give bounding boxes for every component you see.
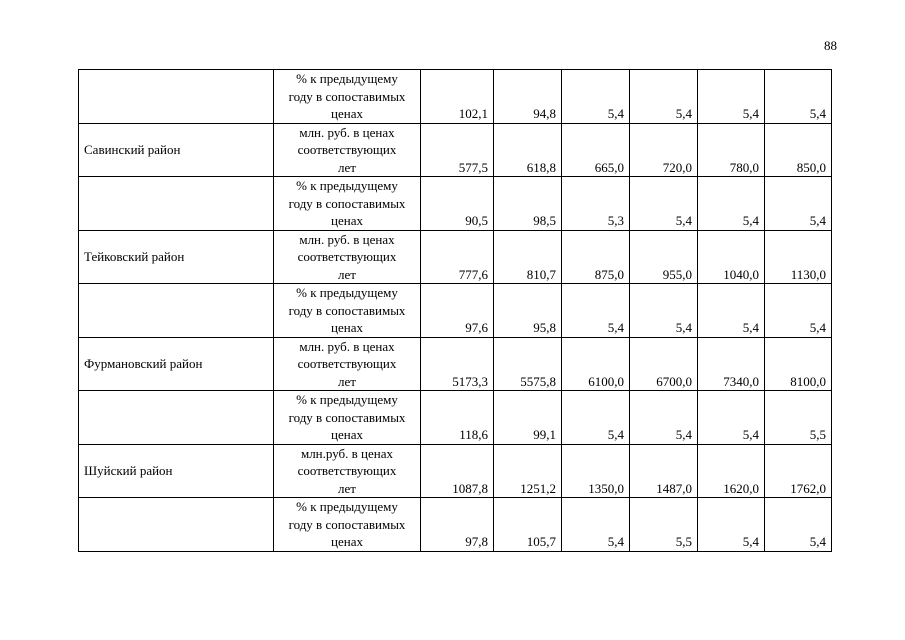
value-cell: 1762,0 [765, 444, 832, 498]
value-cell: 5,3 [562, 177, 630, 231]
table-row [79, 498, 832, 552]
unit-line: году в сопоставимых [288, 516, 406, 532]
table-row [79, 177, 832, 231]
value-cell: 99,1 [494, 391, 562, 445]
value-cell: 1130,0 [765, 230, 832, 284]
value-cell: 5,4 [630, 284, 698, 338]
value-cell: 90,5 [421, 177, 494, 231]
value-cell: 8100,0 [765, 337, 832, 391]
value-cell: 105,7 [494, 498, 562, 552]
value-cell: 810,7 [494, 230, 562, 284]
value-cell: 955,0 [630, 230, 698, 284]
value-cell: 5,4 [630, 391, 698, 445]
table-row [79, 123, 832, 177]
unit-line: лет [338, 480, 356, 496]
value-cell: 720,0 [630, 123, 698, 177]
unit-line: % к предыдущему [296, 285, 398, 300]
region-cell [79, 177, 274, 231]
value-cell: 780,0 [698, 123, 765, 177]
region-cell: Шуйский район [79, 444, 274, 498]
region-cell: Савинский район [79, 123, 274, 177]
page-number: 88 [824, 38, 837, 53]
value-cell: 1087,8 [421, 444, 494, 498]
value-cell: 850,0 [765, 123, 832, 177]
unit-cell [274, 498, 421, 552]
region-cell [79, 284, 274, 338]
region-cell [79, 391, 274, 445]
unit-line: ценах [331, 427, 363, 442]
value-cell: 5,4 [765, 177, 832, 231]
table-row [79, 444, 832, 498]
unit-cell [274, 391, 421, 445]
unit-line: млн.руб. в ценах [300, 445, 394, 461]
region-cell [79, 70, 274, 124]
value-cell: 5,5 [765, 391, 832, 445]
value-cell: 618,8 [494, 123, 562, 177]
value-cell: 5,4 [562, 498, 630, 552]
unit-line: % к предыдущему [296, 392, 398, 407]
value-cell: 5,4 [698, 284, 765, 338]
unit-line: соответствующих [297, 142, 397, 157]
value-cell: 5575,8 [494, 337, 562, 391]
value-cell: 7340,0 [698, 337, 765, 391]
data-table [78, 69, 832, 552]
value-cell: 118,6 [421, 391, 494, 445]
value-cell: 665,0 [562, 123, 630, 177]
value-cell: 5,4 [630, 177, 698, 231]
table-row [79, 391, 832, 445]
unit-line: соответствующих [297, 356, 397, 371]
unit-cell [274, 177, 421, 231]
value-cell: 1251,2 [494, 444, 562, 498]
value-cell: 5,4 [630, 70, 698, 124]
unit-line: лет [338, 373, 356, 389]
value-cell: 577,5 [421, 123, 494, 177]
value-cell: 5,4 [698, 391, 765, 445]
unit-line: % к предыдущему [296, 178, 398, 193]
table-row [79, 284, 832, 338]
unit-line: ценах [331, 106, 363, 121]
region-cell: Фурмановский район [79, 337, 274, 391]
value-cell: 94,8 [494, 70, 562, 124]
unit-line: % к предыдущему [296, 71, 398, 86]
value-cell: 875,0 [562, 230, 630, 284]
unit-line: % к предыдущему [296, 499, 398, 514]
table-row [79, 337, 832, 391]
unit-cell [274, 444, 421, 498]
value-cell: 5,4 [562, 284, 630, 338]
value-cell: 1620,0 [698, 444, 765, 498]
unit-line: году в сопоставимых [288, 409, 406, 425]
unit-line: ценах [331, 534, 363, 549]
value-cell: 1040,0 [698, 230, 765, 284]
value-cell: 5,4 [698, 177, 765, 231]
value-cell: 5,5 [630, 498, 698, 552]
unit-cell [274, 123, 421, 177]
value-cell: 95,8 [494, 284, 562, 338]
value-cell: 6700,0 [630, 337, 698, 391]
value-cell: 5,4 [562, 70, 630, 124]
value-cell: 777,6 [421, 230, 494, 284]
unit-cell [274, 284, 421, 338]
value-cell: 97,8 [421, 498, 494, 552]
region-cell: Тейковский район [79, 230, 274, 284]
value-cell: 5173,3 [421, 337, 494, 391]
unit-line: млн. руб. в ценах [299, 338, 395, 354]
unit-line: лет [338, 266, 356, 282]
unit-line: млн. руб. в ценах [299, 124, 395, 140]
value-cell: 97,6 [421, 284, 494, 338]
table-row [79, 70, 832, 124]
unit-cell [274, 230, 421, 284]
value-cell: 6100,0 [562, 337, 630, 391]
unit-line: млн. руб. в ценах [299, 231, 395, 247]
value-cell: 5,4 [765, 284, 832, 338]
value-cell: 5,4 [698, 70, 765, 124]
unit-line: соответствующих [297, 463, 397, 478]
unit-line: году в сопоставимых [288, 302, 406, 318]
value-cell: 98,5 [494, 177, 562, 231]
value-cell: 5,4 [765, 498, 832, 552]
value-cell: 1487,0 [630, 444, 698, 498]
unit-cell [274, 70, 421, 124]
value-cell: 5,4 [698, 498, 765, 552]
value-cell: 102,1 [421, 70, 494, 124]
unit-line: году в сопоставимых [288, 88, 406, 104]
unit-line: ценах [331, 213, 363, 228]
unit-line: соответствующих [297, 249, 397, 264]
unit-line: ценах [331, 320, 363, 335]
region-cell [79, 498, 274, 552]
unit-line: году в сопоставимых [288, 195, 406, 211]
value-cell: 1350,0 [562, 444, 630, 498]
unit-cell [274, 337, 421, 391]
table-row [79, 230, 832, 284]
unit-line: лет [338, 159, 356, 175]
value-cell: 5,4 [562, 391, 630, 445]
value-cell: 5,4 [765, 70, 832, 124]
